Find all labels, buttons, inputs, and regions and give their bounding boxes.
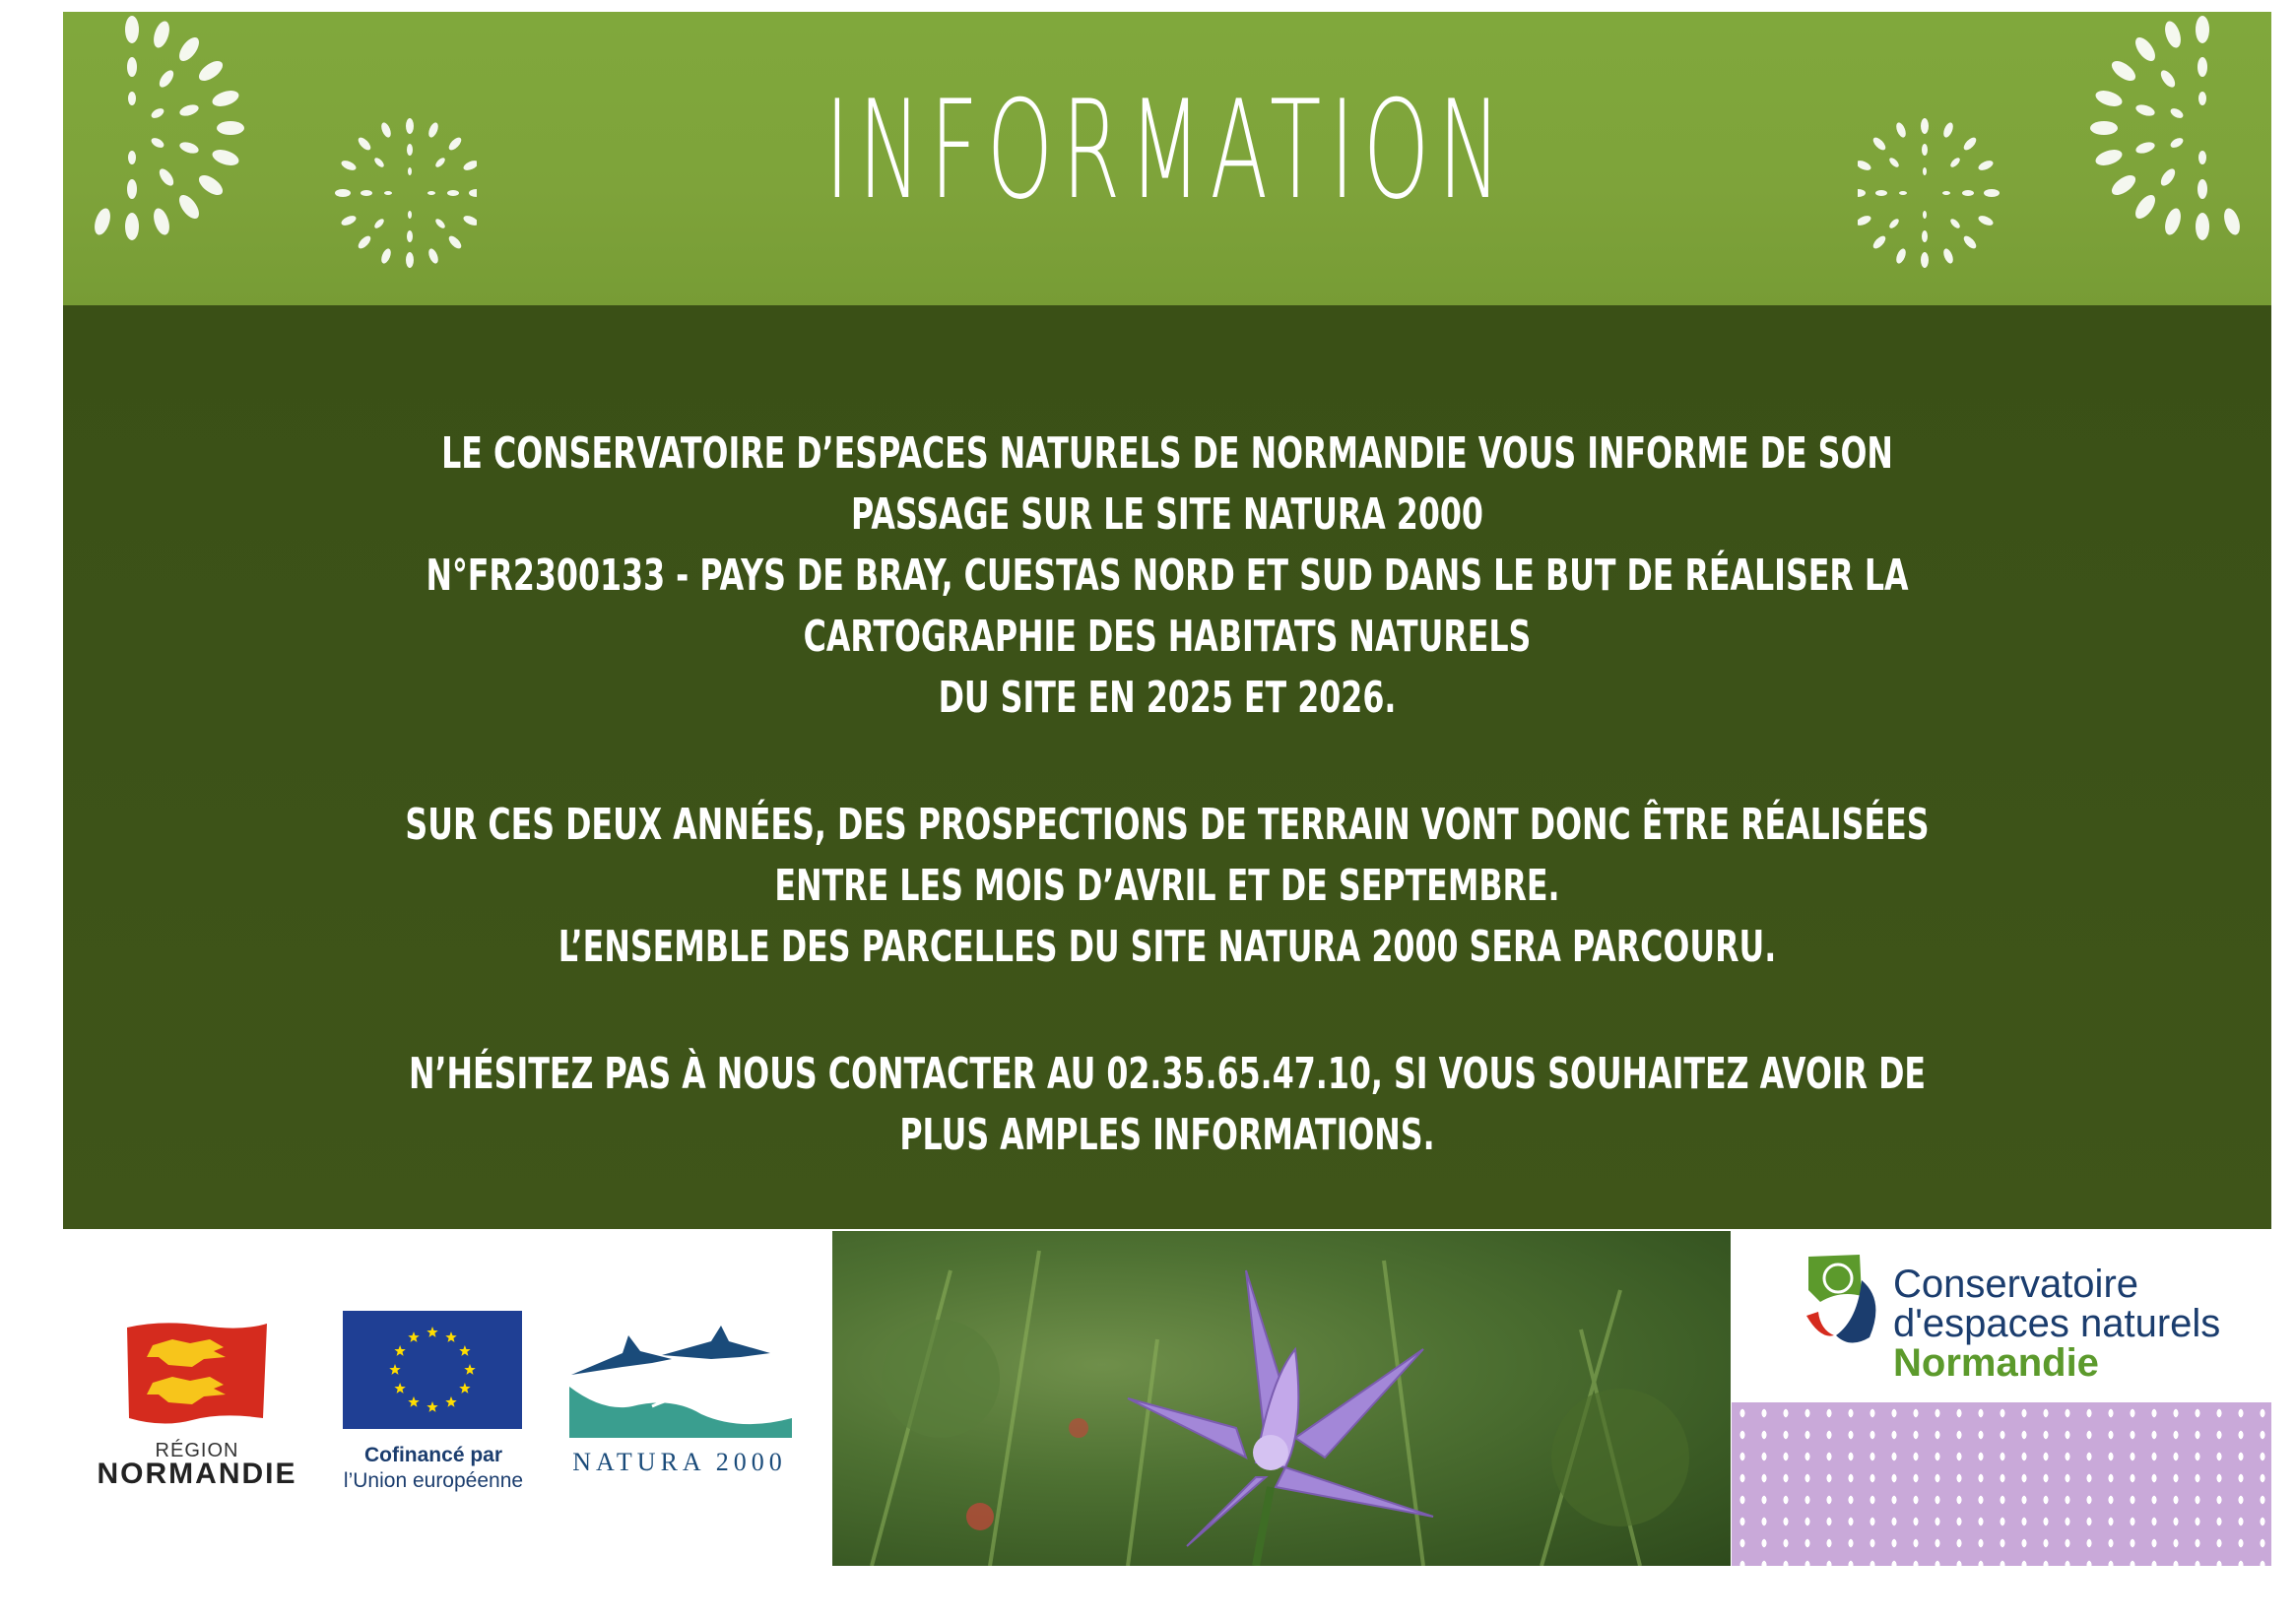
cen-name-line3: Normandie [1893, 1341, 2099, 1385]
text-line: L’ENSEMBLE DES PARCELLES DU SITE NATURA 2000 SERA PARCOURU. [558, 922, 1777, 972]
eu-caption-line1: Cofinancé par [363, 1444, 503, 1466]
page-title: INFORMATION [824, 71, 1510, 229]
flower-image-icon [832, 1231, 1731, 1566]
cen-normandie-logo-icon [1801, 1251, 1891, 1349]
region-normandie-flag-icon [123, 1320, 271, 1426]
region-caption-name: NORMANDIE [97, 1458, 297, 1490]
spray-decoration-right [1858, 12, 2271, 305]
text-line: N°FR2300133 - PAYS DE BRAY, CUESTAS NORD ET SUD DANS LE BUT DE RÉALISER LA CARTOGRAPHIE DES HABITATS NATURELS [426, 551, 1909, 662]
header-banner [63, 12, 2271, 305]
natura-2000-logo-icon [563, 1324, 796, 1463]
eu-caption-line2: l’Union européenne [343, 1469, 524, 1492]
eu-flag-icon [343, 1311, 522, 1429]
message-panel [63, 305, 2271, 1229]
text-line: DU SITE EN 2025 ET 2026. [938, 673, 1397, 723]
gentian-flower-photo [832, 1231, 1731, 1566]
spray-decoration-left [63, 12, 477, 305]
paragraph-intro [372, 423, 1962, 729]
text-line: LE CONSERVATOIRE D’ESPACES NATURELS DE NORMANDIE VOUS INFORME DE SON PASSAGE SUR LE SITE NATURA 2000 [441, 428, 1893, 540]
text-line: N’HÉSITEZ PAS À NOUS CONTACTER AU 02.35.65.47.10, SI VOUS SOUHAITEZ AVOIR DE PLUS AMPLES INFORMATIONS. [408, 1049, 1927, 1160]
text-line: SUR CES DEUX ANNÉES, DES PROSPECTIONS DE TERRAIN VONT DONC ÊTRE RÉALISÉES ENTRE LES MOIS D’AVRIL ET DE SEPTEMBRE. [405, 800, 1930, 911]
lilac-pattern-band [1732, 1402, 2271, 1566]
paragraph-contact [372, 1044, 1962, 1166]
region-caption-small: RÉGION [155, 1440, 239, 1461]
cen-name-line1: Conservatoire [1893, 1263, 2139, 1306]
paragraph-prospections [372, 795, 1962, 978]
cen-name-line2: d'espaces naturels [1893, 1302, 2221, 1345]
natura-caption: NATURA 2000 [572, 1448, 787, 1476]
